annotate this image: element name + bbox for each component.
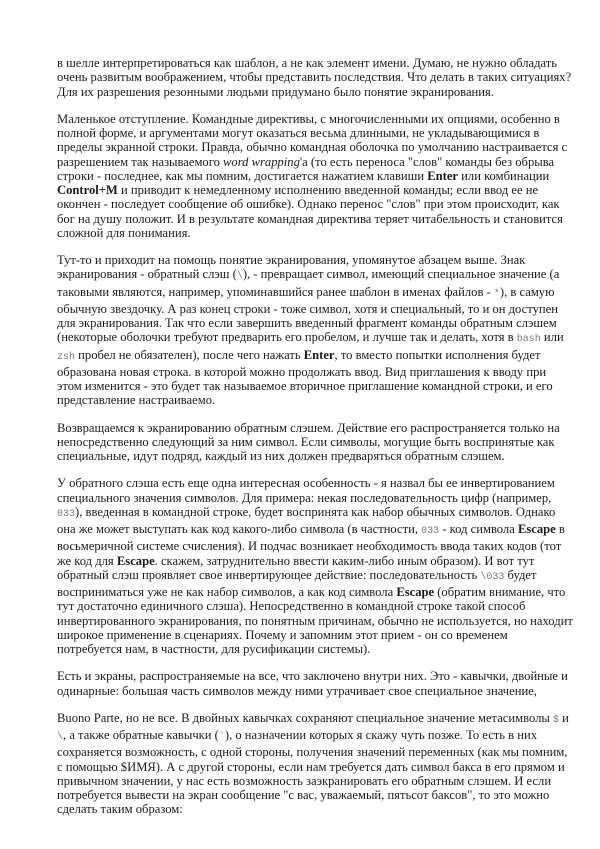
text-run: специального значения символов. Для примера: некая последовательность цифр (например, (57, 490, 552, 505)
paragraph (57, 711, 567, 817)
text-run: с помощью $ИМЯ). А с другой стороны, если нам требуется дать символ бакса в его прямом и (57, 759, 565, 774)
code-text: 033 (421, 526, 440, 537)
text-run: У обратного слэша есть еще одна интересная особенность - я назвал бы ее инвертированием (57, 476, 555, 491)
text-line (57, 169, 567, 183)
code-text: \ (236, 271, 243, 283)
text-run: экранирования - обратный слэш ( (57, 267, 237, 282)
text-run: разрешением так называемого (57, 154, 224, 169)
text-run: , а также обратные кавычки ( (63, 728, 219, 742)
text-line (57, 774, 567, 788)
text-line (57, 669, 567, 683)
text-run: непосредственно следующий за ним символ. Если символы, могущие быть воспринятые как (57, 434, 555, 449)
text-run: или комбинации (458, 168, 550, 183)
text-run: пробел не обязателен), после чего нажать (75, 347, 304, 362)
code-text: bash (516, 334, 541, 346)
text-run: ), введенная в командной строке, будет воспринята как набор обычных символов. Однако (75, 504, 556, 519)
text-run: Маленькое отступление. Командные директивы, с многочисленными их опциями, особенно в (57, 111, 560, 126)
text-line (57, 267, 567, 284)
text-line (57, 70, 572, 85)
text-run: же код для (57, 553, 117, 568)
paragraph (57, 421, 567, 464)
text-run: обратный слэш проявляет свое инвертирующее действие: последовательность (57, 567, 481, 582)
text-run: или (540, 330, 564, 345)
text-line (57, 285, 567, 302)
text-line (57, 126, 567, 140)
text-run: ), в самую (499, 284, 555, 299)
text-run: 'а (то есть переноса "слов" команды без обрыва (299, 154, 555, 169)
text-line (57, 522, 567, 539)
text-line (57, 642, 567, 656)
text-run: она же может выступать как код какого-либо символа (в частности, (57, 522, 422, 536)
text-line (57, 684, 567, 698)
bold-text: Escape (396, 585, 435, 599)
text-run: и (558, 710, 569, 725)
text-run: сохраняется возможность, с одной стороны, получения значений переменных (как мы помним, (57, 745, 568, 760)
paragraph (57, 253, 567, 408)
paragraph (57, 56, 572, 99)
text-line (57, 316, 567, 330)
text-run: привычном значении, у нас есть возможность заэкранировать его обратным слэшем. И если (57, 773, 552, 788)
text-line (57, 568, 567, 585)
text-run: тут достаточно единичного слэша). Непосредственно в командной строке такой способ (57, 599, 526, 614)
text-line (57, 302, 567, 316)
text-run: бог на душу положит. И в результате командная директива теряет читабельность и становится (57, 211, 563, 226)
text-run: Возвращаемся к экранированию обратным слэшем. Действие его распространяется только на (57, 420, 560, 435)
text-line (57, 85, 567, 99)
text-run: Для их разрешения резонными людьми придумано было понятие экранирования. (57, 84, 494, 99)
text-run: восьмеричной системе счисления). И подчас возникает необходимость ввода таких кодов (тот (57, 539, 562, 554)
document-page (57, 56, 573, 830)
text-run: очень развитым воображением, чтобы представить последствия. Что делать в таких ситуациях? (57, 70, 572, 85)
text-line (57, 760, 567, 774)
text-line (57, 628, 567, 642)
text-line (57, 745, 567, 759)
text-run: инвертированного экранирования, по понятным причинам, обычно не используется, но находит (57, 613, 573, 628)
text-line (57, 197, 567, 211)
text-line (57, 365, 567, 379)
text-line (57, 613, 573, 628)
code-text: zsh (57, 351, 76, 363)
text-line (57, 379, 567, 393)
text-line (57, 226, 567, 240)
text-line (57, 539, 567, 553)
text-run: сделать таким образом: (57, 802, 183, 817)
text-line (57, 253, 567, 267)
text-line (57, 449, 567, 463)
text-line (57, 491, 567, 505)
text-run: в шелле интерпретироваться как шаблон, а не как элемент имени. Думаю, не нужно обладать (57, 56, 558, 70)
text-line (57, 728, 567, 745)
code-text: 033 (57, 508, 76, 520)
paragraph (57, 669, 567, 698)
text-run: в (555, 522, 565, 536)
text-run: ), о назначении которых я скажу чуть позже. То есть в них (224, 728, 538, 742)
text-run: пределы экранной строки. Правда, обычно командная оболочка по умолчанию настраивается с (57, 140, 568, 155)
bold-text: Control+M (57, 183, 118, 197)
text-line (57, 348, 567, 365)
text-run: потребуется нам, в частности, для русификации системы). (57, 642, 371, 656)
bold-text: Escape (517, 522, 556, 536)
text-run: широкое применение в сценариях. Почему и запомним этот прием - он со временем (57, 627, 508, 642)
code-text: * (493, 288, 500, 300)
text-run: таковыми являются, например, упоминавшийся ранее шаблон в именах файлов - (57, 284, 494, 299)
text-line (57, 112, 567, 126)
text-run: Buono Parte, но не все. В двойных кавычках сохраняют специальное значение метасимволы (57, 710, 553, 725)
code-text: ` (218, 732, 225, 743)
text-run: (некоторые оболочки требуют предварить его пробелом, и лучше так и делать, хотя в (57, 330, 517, 345)
text-line (57, 788, 567, 802)
code-text: \033 (480, 571, 505, 583)
text-line (57, 183, 567, 197)
text-line (57, 585, 567, 599)
text-run: сложной для понимания. (57, 225, 191, 240)
text-run: и приводит к немедленному исполнению введенной команды; если ввод ее не (117, 183, 539, 197)
text-run: . скажем, затруднительно ввести каким-либо иным образом). И вот тут (154, 553, 535, 568)
text-run: для экранирования. Так что если завершить введенный фрагмент команды обратным слэшем (57, 316, 557, 330)
text-line (57, 140, 567, 154)
paragraph (57, 476, 573, 656)
text-line (57, 155, 567, 169)
italic-text: word wrapping (223, 154, 300, 169)
text-run: полной форме, и аргументами могут оказаться весьма длинными, не укладывающимися в (57, 126, 540, 140)
text-line (57, 476, 567, 490)
text-run: строки - последнее, как мы помним, достигается нажатием клавиши (57, 168, 428, 183)
code-text: $ (552, 714, 559, 726)
text-run: будет (504, 567, 537, 582)
text-line (57, 599, 567, 613)
text-run: этом изменится - это будет так называемое вторичное приглашение командной строки, и его (57, 379, 553, 393)
text-line (57, 554, 567, 568)
bold-text: Enter (303, 347, 335, 362)
text-run: обычную звездочку. А раз конец строки - тоже символ, хотя и специальный, то и он доступен (57, 301, 558, 316)
text-run: Тут-то и приходит на помощь понятие экранирования, упомянутое абзацем выше. Знак (57, 253, 526, 267)
text-line (57, 56, 567, 70)
text-line (57, 330, 567, 347)
text-run: (обратим внимание, что (434, 585, 566, 599)
text-run: Есть и экраны, распространяемые на все, что заключено внутри них. Это - кавычки, двойные и (57, 669, 568, 684)
text-line (57, 212, 567, 226)
text-run: ), - превращает символ, имеющий специальное значение (а (242, 267, 560, 282)
text-run: восприниматься уже не как набор символов, а как код символа (57, 585, 397, 599)
text-line (57, 393, 567, 407)
bold-text: Enter (427, 168, 459, 183)
paragraph (57, 112, 567, 240)
text-run: одинарные: большая часть символов между ними утрачивает свое специальное значение, (57, 683, 537, 698)
text-run: образована новая строка. в которой можно продолжать ввод. Вид приглашения к вводу при (57, 364, 547, 379)
text-line (57, 505, 567, 522)
text-run: - код символа (439, 522, 518, 536)
text-run: представление настраиваемо. (57, 393, 216, 408)
text-run: потребуется вывести на экран сообщение "с вас, уважаемый, пятьсот баксов", то это можно (57, 788, 550, 802)
text-run: окончен - последует сообщение об ошибке). Однако перенос "слов" при этом происходит, как (57, 197, 560, 212)
text-line (57, 802, 567, 816)
code-text: \ (57, 732, 64, 743)
text-line (57, 421, 567, 435)
text-run: специальные, идут подряд, каждый из них должен предваряться обратным слэшем. (57, 449, 505, 463)
text-run: , то вместо попытки исполнения будет (334, 347, 541, 362)
bold-text: Escape (116, 553, 155, 568)
text-line (57, 711, 567, 728)
text-line (57, 435, 567, 449)
